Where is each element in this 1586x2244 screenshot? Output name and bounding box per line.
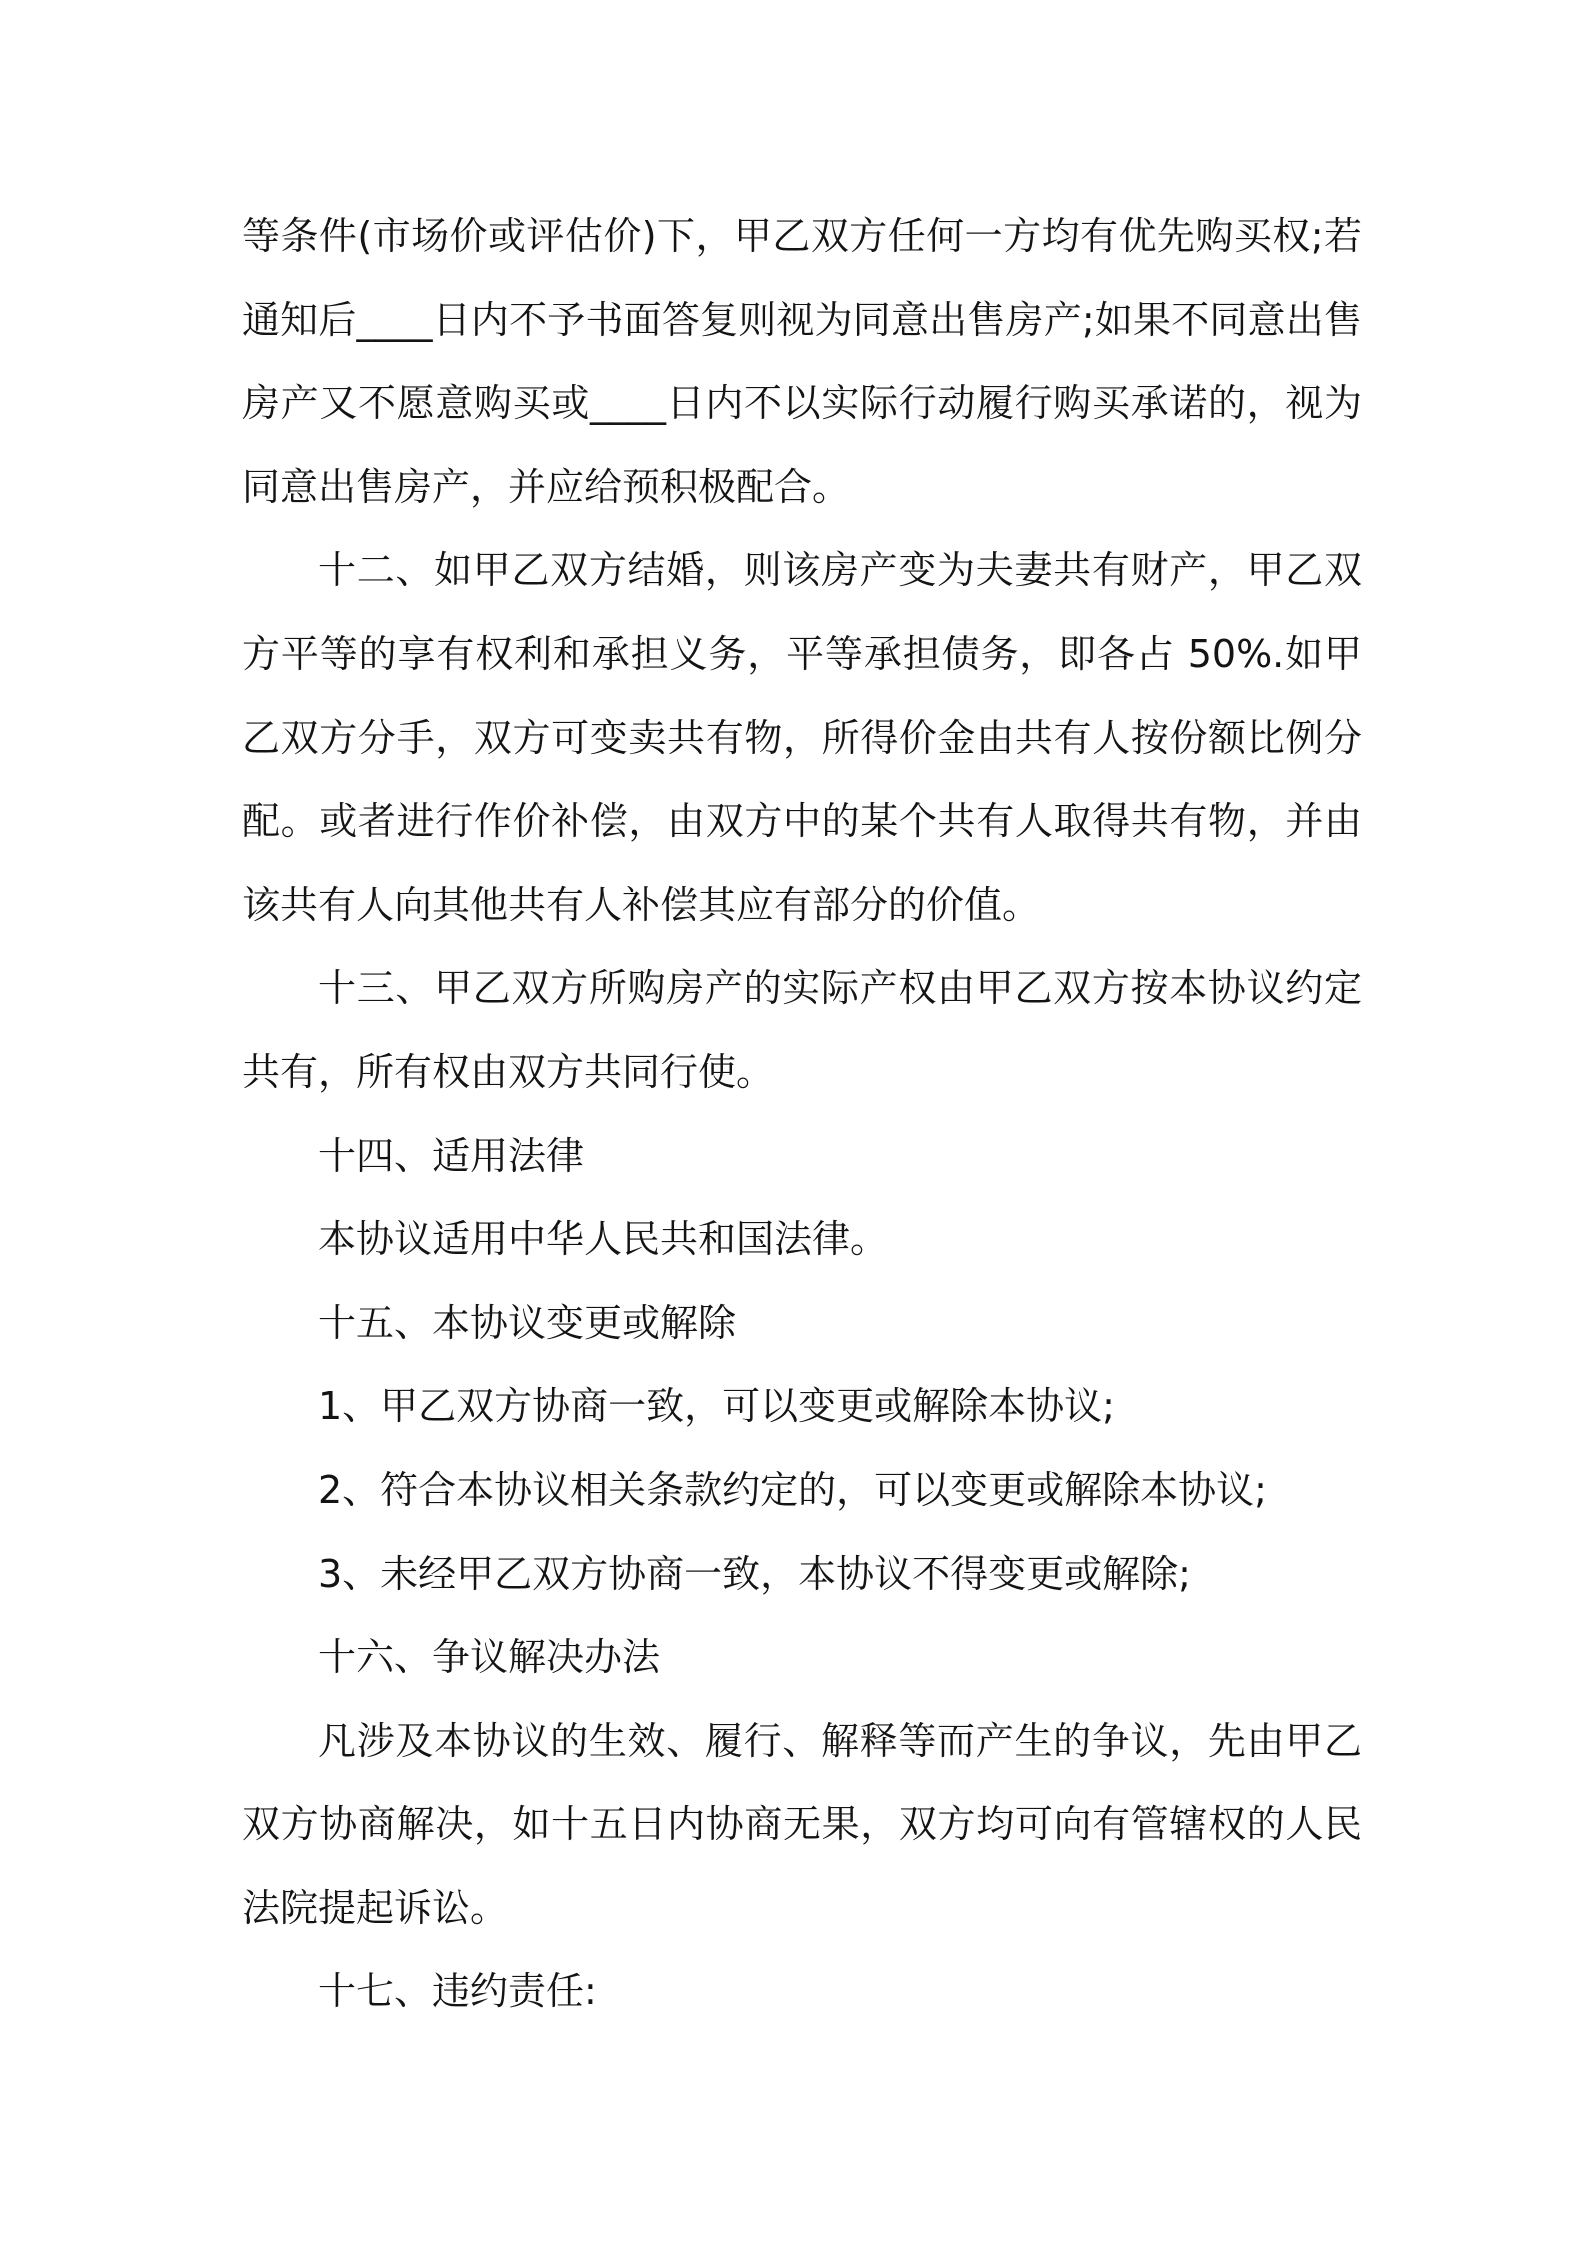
text-line: 本协议适用中华人民共和国法律。 bbox=[318, 1217, 889, 1262]
text-line: 2、符合本协议相关条款约定的，可以变更或解除本协议; bbox=[318, 1467, 1267, 1512]
heading-clause-15 bbox=[242, 1282, 1362, 1366]
paragraph-purchase-priority bbox=[242, 195, 1362, 529]
text-line: 物，并由该共有人向其他共有人补偿其应有部分的价值。 bbox=[242, 799, 1362, 927]
text-line: 十二、如甲乙双方结婚，则该房产变为夫妻共有财产，甲乙 bbox=[318, 548, 1324, 593]
heading-clause-16 bbox=[242, 1616, 1362, 1700]
text-line: 十七、违约责任: bbox=[318, 1969, 597, 2014]
text-line: 如甲乙双方分手，双方可变卖共有物，所得价金由共有人按份额 bbox=[242, 631, 1362, 760]
heading-clause-14 bbox=[242, 1115, 1362, 1199]
text-line: 诺的，视为同意出售房产，并应给预积极配合。 bbox=[242, 381, 1362, 509]
list-item-1 bbox=[242, 1365, 1362, 1449]
paragraph-applicable-law bbox=[242, 1198, 1362, 1282]
text-line: 十四、适用法律 bbox=[318, 1133, 585, 1178]
list-item-3 bbox=[242, 1533, 1362, 1617]
text-line: 意出售房产又不愿意购买或____日内不以实际行动履行购买承 bbox=[242, 297, 1362, 426]
document-body bbox=[242, 195, 1362, 2034]
text-line: 1、甲乙双方协商一致，可以变更或解除本协议; bbox=[318, 1384, 1115, 1429]
paragraph-clause-12 bbox=[242, 529, 1362, 947]
text-line: 等条件(市场价或评估价)下，甲乙双方任何一方均有优先购买权; bbox=[242, 214, 1324, 258]
text-line: 十三、甲乙双方所购房产的实际产权由甲乙双方按本协议约 bbox=[318, 966, 1324, 1011]
list-item-2 bbox=[242, 1449, 1362, 1533]
text-line: 双方平等的享有权利和承担义务，平等承担债务，即各占 50%. bbox=[242, 548, 1362, 676]
text-line: 若通知后____日内不予书面答复则视为同意出售房产;如果不同 bbox=[242, 214, 1362, 342]
paragraph-clause-13 bbox=[242, 947, 1362, 1114]
text-line: 定共有，所有权由双方共同行使。 bbox=[242, 966, 1362, 1094]
text-line: 比例分配。或者进行作价补偿，由双方中的某个共有人取得共有 bbox=[242, 715, 1362, 844]
text-line: 人民法院提起诉讼。 bbox=[242, 1802, 1362, 1930]
heading-clause-17 bbox=[242, 1950, 1362, 2034]
text-line: 乙双方协商解决，如十五日内协商无果，双方均可向有管辖权的 bbox=[242, 1718, 1362, 1847]
paragraph-dispute-resolution bbox=[242, 1700, 1362, 1951]
text-line: 凡涉及本协议的生效、履行、解释等而产生的争议，先由甲 bbox=[318, 1718, 1324, 1763]
text-line: 十五、本协议变更或解除 bbox=[318, 1300, 737, 1345]
text-line: 十六、争议解决办法 bbox=[318, 1635, 661, 1680]
text-line: 3、未经甲乙双方协商一致，本协议不得变更或解除; bbox=[318, 1551, 1191, 1596]
